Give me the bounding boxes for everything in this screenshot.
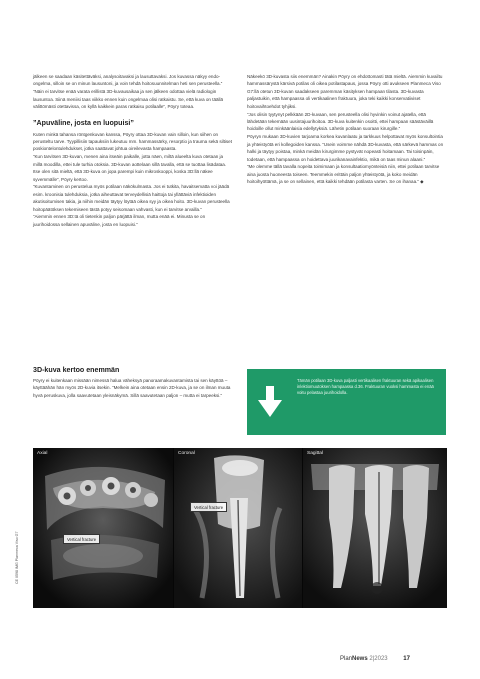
vertical-fracture-label: Vertical fracture bbox=[63, 534, 100, 544]
coronal-label: Coronal bbox=[178, 451, 195, 456]
paragraph: ”Kuvantaminen on perustelua myös potilaan näkökulmasta. Jos ei tutkita, havaitsematta voi jäädä esim. kroonisia tulehduksia, jotka aiheuttavat terveydellisiä haittoja tai yllättäviä infektioiden akutisoitumisen takia, ja niihin meidän täytyy löytää oikea syy ja oikea hoito. 3D-kuvan perusteella hoitopäätöksen tekemiseen tästä potyy seisomaan vahvasti, kun ei tarvitse arvailla.” bbox=[33, 184, 230, 212]
image-credit bbox=[12, 510, 22, 590]
caption-callout bbox=[247, 369, 446, 435]
down-arrow-icon bbox=[257, 386, 283, 418]
paragraph: Näkeekö 3D-kuvasta siis enemmän? Ainakin Pöyry on ehdottomasti tätä mieltä. Aiemmin kuvailtu hammassärystä kärsivä potilas oli oikea potilastapaus, jossa Pöyry otti avukseen Planmeca Viso G7:llä otetun 3D-kuvan saadakseen paremman käsityksen hampaan tilasta. 3D-kuvasta paljastuikin, että hampaassa oli vertikaalinen fraktuura, joka teki kaikki konservatiiviset hoitovaihtoehdot tyhjiksi. bbox=[247, 74, 443, 109]
issue-number: 2|2023 bbox=[369, 656, 388, 662]
image-credit-text: CE 0598 IMG Planmeca Viso G7 bbox=[15, 531, 19, 584]
page-number: 17 bbox=[403, 656, 410, 662]
paragraph: jälkeen se saadaan käsitettäväksi, analysoitavaksi ja lausuttavaksi. Jos kuvassa näkyy endo-ongelma, silloin se on minun lausuntoni, ja voin tehdä hoitosuunnitelman heti sen perusteella.” bbox=[33, 74, 223, 87]
left-column bbox=[33, 73, 233, 229]
section-heading: ”Apuväline, josta en luopuisi” bbox=[33, 118, 134, 127]
section-heading: 3D-kuva kertoo enemmän bbox=[33, 366, 120, 374]
paragraph: ”Näin ei tarvitse enää varata erillistä 3D-kuvausaikaa ja sen jälkeen odottaa vielä radiologin lausuntoa. Siinä meniisi taas viikko ennen kuin ongelmaa olisi ratkaistu. Se, että kuva on täällä välittömästi otettavissa, on kyllä kaikkein paras ratkaisu potilaalle”, Pöyry toteaa. bbox=[33, 89, 224, 110]
page-footer bbox=[340, 656, 410, 662]
right-column bbox=[247, 73, 447, 186]
cbct-image-panel bbox=[33, 448, 447, 608]
paragraph: Pöyryn mukaan 3D-kuvien tarjoama korkea kuvanlaatu ja tarkkuus helpottavat myös konsultointia ja yhteistyötä eri kollegoiden kanssa. ”Usein voimme nähdä 3D-kuvasta, että särkevä hammas on halki ja täytyy poistaa, minkä meidän kirurgimme pystyvät nopeasti hoitamaan. Tai toisinpäin, todetaan, että hampaassa on hoidettava juurikanavainfektio, mikä on taas minun alaani.” bbox=[247, 134, 444, 162]
coronal-scan-image bbox=[174, 448, 302, 608]
brand-name-part1: Plan bbox=[340, 656, 353, 662]
axial-scan bbox=[33, 448, 173, 608]
axial-scan-image bbox=[33, 448, 173, 608]
sagittal-label: Sagittal bbox=[307, 451, 323, 456]
axial-label: Axial bbox=[37, 451, 48, 456]
coronal-scan bbox=[174, 448, 302, 608]
paragraph: Pöyry ei kuitenkaan missään nimessä halua väheksyä panoraamakuvantamista tai sen käyttöä – käyttäähän hän myös 2D-kuvia itsekin. ”Melkein aina otetaan ensin 2D-kuva, ja se on ilman muuta hyvä peruskuva, jolla saavutetaan yleisnäkymä. Sillä saavutetaan paljon – mutta ei tarpeeksi.” bbox=[33, 378, 231, 398]
vertical-fracture-label: Vertical fracture bbox=[190, 502, 227, 512]
paragraph: Kuten minkä tahansa röntgenkuvan kanssa, Pöyry ottaa 3D-kuvan vain silloin, kun siihen on perusteltu tarve. Tyypillisiin tapauksiin lukeutuu mm. hammassärky, resorptio ja trauma sekä siltiset poskiontelontulehdukset, jotka saattavat johtua oireilevasta hampaasta. bbox=[33, 131, 232, 152]
arrow-container bbox=[247, 369, 293, 435]
sagittal-scan-image bbox=[303, 448, 447, 608]
paragraph: ”Aiemmin ennen 3D:tä oli tietenkin paljon pärjättä ilman, mutta enää ei. Minusta se on juurihoidossa sellainen apuväline, josta en luopuisi.” bbox=[33, 214, 206, 227]
paragraph: ”Jos olisin tyytynyt pelkkään 2D-kuvaan, sen perusteella olisi hyvinkin voinut ajatella, että lähdetään tekemään uusintajuurihoitoa. 3D-kuva kuitenkin osoitti, ettei hampaan säästäväillä hoidoille ollut minkäänlaisia edellytyksiä. Lähetin potilaan suoraan kirurgille.” bbox=[247, 111, 434, 132]
sagittal-scan bbox=[303, 448, 447, 608]
paragraph: ”Me olemme tällä tavalla nopeita toimimaan ja konsultaatiomyönteisiä niin, ettei potilaan tarvitse aina juosta huoneesta toiseen. Teemmekin erittäin paljon yhteistyötä, ja koko meidän hoitoihyöttämä, ja se on sellainen, että kaikki tehdään potilasta varten. Se on ihanaa.” ◆ bbox=[247, 164, 440, 185]
paragraph: ”Kun tarvitsen 3D-kuvan, menen aina itseäin paikalle, jotta näen, miltä alueelta kuva otetaan ja millä moodilla, ettei tule turhia otoksia. 3D-kuvan aottelaan sillä tavalla, että se tuottaa lisädataa. Itse olen sitä mieltä, että 3D-kuva on jopa parempi kuin mikroskooppi, koska 3D:llä näkee syvemmälle”, Pöyry kertoo. bbox=[33, 154, 227, 182]
brand-name-part2: News bbox=[352, 656, 368, 662]
caption-text: Tämän potilaan 3D-kuva paljasti vertikaalisen fraktuuran sekä apikaalisen inlektiomuutoksen hampaassa d.36. Fraktuuran vuoksi hammasta ei enää voitu pelastaa juurihoidolla. bbox=[297, 378, 434, 396]
